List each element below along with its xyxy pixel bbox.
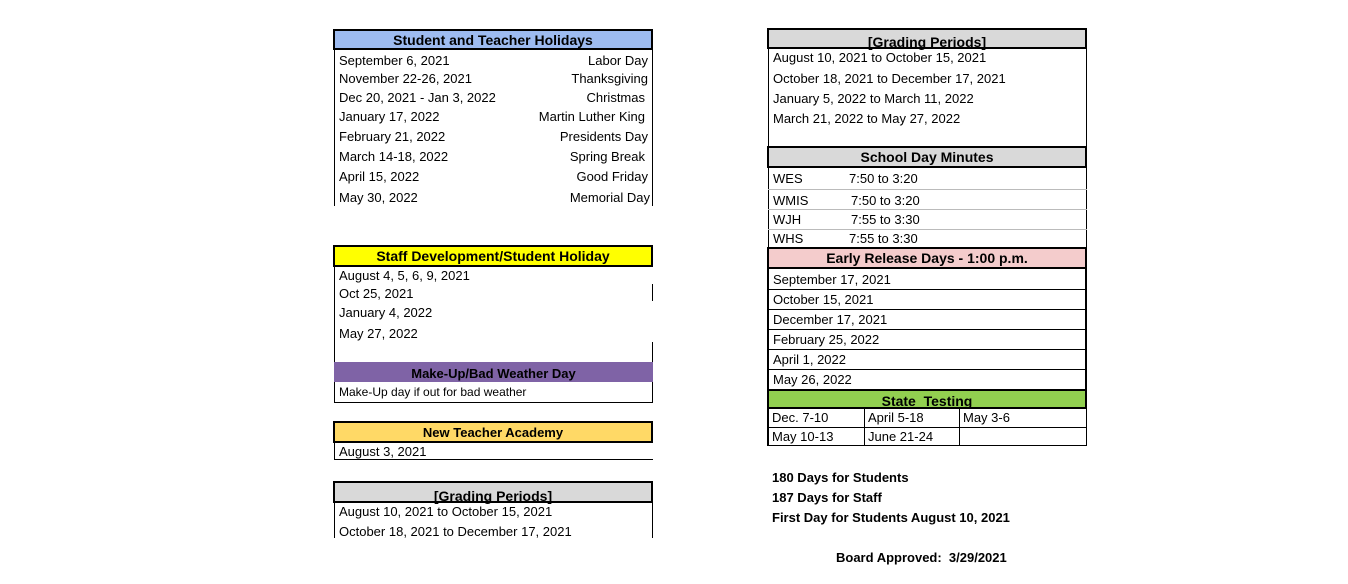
staff-dev-date: Oct 25, 2021 <box>339 286 414 301</box>
early-release-header <box>767 247 1087 269</box>
holiday-row <box>335 127 652 147</box>
grading-right-period: October 18, 2021 to December 17, 2021 <box>773 71 1006 86</box>
early-release-row <box>769 310 1086 330</box>
holiday-name: Christmas <box>586 90 645 105</box>
grading-right-header <box>767 28 1087 49</box>
holiday-date: February 21, 2022 <box>339 129 446 144</box>
grading-right-period: March 21, 2022 to May 27, 2022 <box>773 111 961 126</box>
holiday-date: November 22-26, 2021 <box>339 71 472 86</box>
staff-dev-date: May 27, 2022 <box>339 326 418 341</box>
makeup-header <box>334 362 653 382</box>
early-release-row <box>769 370 1086 390</box>
grading-right-row <box>769 109 1086 129</box>
staff-dev-date: August 4, 5, 6, 9, 2021 <box>339 268 470 283</box>
early-release-date: October 15, 2021 <box>773 292 874 307</box>
early-release-date: April 1, 2022 <box>773 352 846 367</box>
new-teacher-date: August 3, 2021 <box>339 444 427 459</box>
minutes-school: WHS <box>773 231 804 246</box>
early-release-date: September 17, 2021 <box>773 272 891 287</box>
early-release-date: February 25, 2022 <box>773 332 880 347</box>
holiday-name: Memorial Day <box>569 190 650 205</box>
testing-col-divider <box>959 409 960 427</box>
summary-students: 180 Days for Students <box>772 470 909 485</box>
early-release-row <box>769 330 1086 350</box>
testing-cell: June 21-24 <box>868 429 934 444</box>
grading-left-title: [Grading Periods] <box>433 488 553 504</box>
minutes-header <box>767 146 1087 168</box>
holiday-row <box>335 69 652 89</box>
testing-cell: April 5-18 <box>868 410 924 425</box>
early-release-row <box>769 270 1086 290</box>
testing-cell: May 10-13 <box>772 429 834 444</box>
new-teacher-header <box>333 421 653 443</box>
minutes-title: School Day Minutes <box>860 149 994 165</box>
early-release-date: December 17, 2021 <box>773 312 888 327</box>
grading-left-period: October 18, 2021 to December 17, 2021 <box>339 524 572 538</box>
grading-right-row <box>769 48 1086 68</box>
staff-dev-title: Staff Development/Student Holiday <box>376 248 610 264</box>
staff-dev-row <box>335 324 652 344</box>
testing-cell: Dec. 7-10 <box>772 410 829 425</box>
grading-right-right-border <box>1086 49 1087 147</box>
testing-header <box>767 389 1087 409</box>
staff-dev-row <box>335 266 652 286</box>
holiday-row <box>335 88 652 108</box>
early-release-title: Early Release Days - 1:00 p.m. <box>826 250 1028 266</box>
holiday-name: Labor Day <box>588 53 648 68</box>
early-release-date: May 26, 2022 <box>773 372 852 387</box>
minutes-row <box>769 229 1086 249</box>
new-teacher-row <box>335 442 652 462</box>
minutes-row <box>769 169 1086 189</box>
makeup-note: Make-Up day if out for bad weather <box>339 385 527 399</box>
staff-dev-row <box>335 303 652 323</box>
staff-dev-row <box>335 284 652 304</box>
holidays-header <box>333 29 653 50</box>
holiday-date: January 17, 2022 <box>339 109 440 124</box>
holiday-row <box>335 51 652 71</box>
grading-right-period: January 5, 2022 to March 11, 2022 <box>773 91 974 106</box>
minutes-time: 7:50 to 3:20 <box>851 193 920 208</box>
holiday-date: September 6, 2021 <box>339 53 450 68</box>
grading-left-row <box>335 502 652 522</box>
minutes-time: 7:50 to 3:20 <box>849 171 918 186</box>
staff-dev-date: January 4, 2022 <box>339 305 433 320</box>
grading-right-row <box>769 69 1086 89</box>
minutes-divider <box>768 189 1087 190</box>
new-teacher-title: New Teacher Academy <box>422 425 564 440</box>
holiday-name: Presidents Day <box>559 129 648 144</box>
minutes-time: 7:55 to 3:30 <box>849 231 918 246</box>
minutes-row <box>769 210 1086 230</box>
minutes-row <box>769 191 1086 211</box>
staff-dev-right-border <box>652 284 653 301</box>
grading-left-period: August 10, 2021 to October 15, 2021 <box>339 504 553 519</box>
holiday-date: May 30, 2022 <box>339 190 418 205</box>
grading-right-period: August 10, 2021 to October 15, 2021 <box>773 50 987 65</box>
testing-col-divider <box>864 409 865 446</box>
minutes-school: WMIS <box>773 193 809 208</box>
early-release-row <box>769 290 1086 310</box>
holiday-date: March 14-18, 2022 <box>339 149 449 164</box>
minutes-time: 7:55 to 3:30 <box>851 212 920 227</box>
grading-left-right-border <box>652 503 653 538</box>
makeup-title: Make-Up/Bad Weather Day <box>411 366 576 381</box>
minutes-school: WJH <box>773 212 802 227</box>
holiday-name: Thanksgiving <box>571 71 648 86</box>
holiday-name: Martin Luther King <box>538 109 645 124</box>
board-approved: Board Approved: 3/29/2021 <box>836 550 1007 565</box>
holiday-row <box>335 188 652 208</box>
holiday-name: Spring Break <box>569 149 645 164</box>
grading-right-row <box>769 89 1086 109</box>
testing-title: State Testing <box>881 393 973 409</box>
minutes-school: WES <box>773 171 803 186</box>
holiday-date: April 15, 2022 <box>339 169 420 184</box>
holiday-date: Dec 20, 2021 - Jan 3, 2022 <box>339 90 496 105</box>
grading-right-title: [Grading Periods] <box>867 34 987 50</box>
testing-col-divider <box>959 428 960 446</box>
testing-cell: May 3-6 <box>963 410 1010 425</box>
summary-first-day: First Day for Students August 10, 2021 <box>772 510 1010 525</box>
holiday-row <box>335 107 652 127</box>
holiday-row <box>335 147 652 167</box>
early-release-row <box>769 350 1086 370</box>
grading-left-row <box>335 522 652 538</box>
minutes-right-border <box>1086 168 1087 248</box>
holiday-name: Good Friday <box>576 169 648 184</box>
summary-staff: 187 Days for Staff <box>772 490 882 505</box>
staff-dev-right-border <box>652 342 653 362</box>
holidays-title: Student and Teacher Holidays <box>393 32 593 48</box>
grading-left-header <box>333 481 653 503</box>
holidays-right-border <box>652 50 653 206</box>
holiday-row <box>335 167 652 187</box>
staff-dev-header <box>333 245 653 267</box>
makeup-note-box <box>334 382 653 403</box>
